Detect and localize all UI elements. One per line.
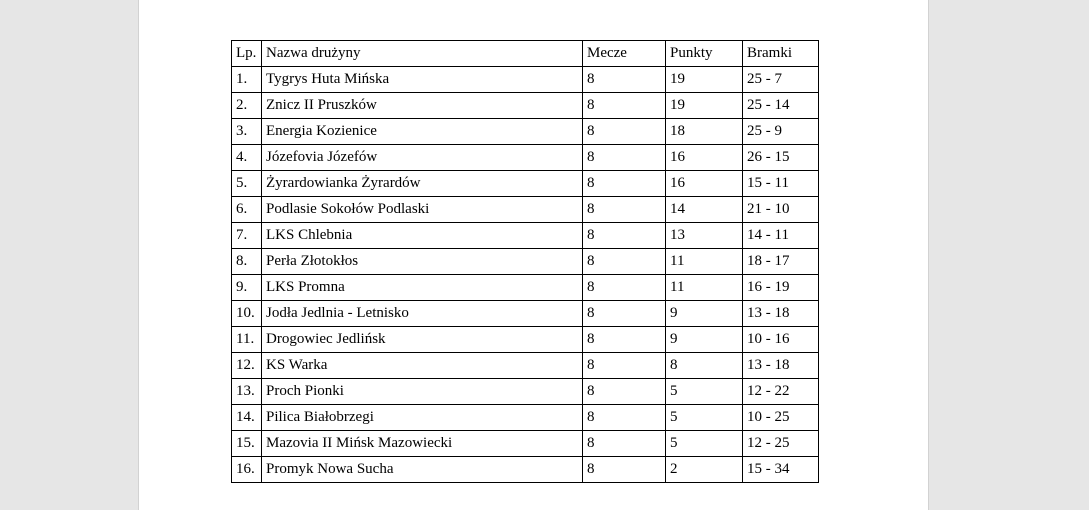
- cell-goals: 14 - 11: [743, 223, 819, 249]
- table-row: [232, 171, 819, 197]
- cell-team-name: Jodła Jedlnia - Letnisko: [262, 301, 583, 327]
- table-row: [232, 145, 819, 171]
- document-page: [138, 0, 929, 510]
- cell-team-name: Pilica Białobrzegi: [262, 405, 583, 431]
- cell-matches: 8: [583, 119, 666, 145]
- cell-goals: 10 - 16: [743, 327, 819, 353]
- cell-goals: 12 - 25: [743, 431, 819, 457]
- table-row: [232, 379, 819, 405]
- cell-matches: 8: [583, 457, 666, 483]
- cell-matches: 8: [583, 275, 666, 301]
- cell-lp: 11.: [232, 327, 262, 353]
- cell-goals: 25 - 7: [743, 67, 819, 93]
- cell-points: 11: [666, 275, 743, 301]
- cell-team-name: Podlasie Sokołów Podlaski: [262, 197, 583, 223]
- cell-team-name: Drogowiec Jedlińsk: [262, 327, 583, 353]
- cell-goals: 15 - 34: [743, 457, 819, 483]
- cell-goals: 26 - 15: [743, 145, 819, 171]
- cell-lp: 4.: [232, 145, 262, 171]
- cell-matches: 8: [583, 379, 666, 405]
- cell-lp: 10.: [232, 301, 262, 327]
- cell-team-name: LKS Chlebnia: [262, 223, 583, 249]
- cell-matches: 8: [583, 93, 666, 119]
- cell-matches: 8: [583, 405, 666, 431]
- table-row: [232, 223, 819, 249]
- cell-goals: 25 - 14: [743, 93, 819, 119]
- cell-goals: 13 - 18: [743, 301, 819, 327]
- cell-points: 19: [666, 93, 743, 119]
- cell-team-name: Energia Kozienice: [262, 119, 583, 145]
- cell-lp: 8.: [232, 249, 262, 275]
- cell-goals: 18 - 17: [743, 249, 819, 275]
- cell-matches: 8: [583, 249, 666, 275]
- cell-team-name: Żyrardowianka Żyrardów: [262, 171, 583, 197]
- cell-points: 19: [666, 67, 743, 93]
- cell-points: 13: [666, 223, 743, 249]
- table-header-row: [232, 41, 819, 67]
- cell-lp: 1.: [232, 67, 262, 93]
- table-row: [232, 197, 819, 223]
- table-body: [232, 67, 819, 483]
- header-goals: Bramki: [743, 41, 819, 67]
- cell-matches: 8: [583, 223, 666, 249]
- cell-team-name: Tygrys Huta Mińska: [262, 67, 583, 93]
- cell-lp: 3.: [232, 119, 262, 145]
- table-row: [232, 249, 819, 275]
- cell-goals: 21 - 10: [743, 197, 819, 223]
- header-lp: Lp.: [232, 41, 262, 67]
- table-row: [232, 67, 819, 93]
- cell-goals: 13 - 18: [743, 353, 819, 379]
- table-row: [232, 119, 819, 145]
- table-row: [232, 327, 819, 353]
- cell-team-name: Promyk Nowa Sucha: [262, 457, 583, 483]
- cell-matches: 8: [583, 145, 666, 171]
- cell-points: 5: [666, 379, 743, 405]
- cell-matches: 8: [583, 353, 666, 379]
- cell-team-name: KS Warka: [262, 353, 583, 379]
- table-row: [232, 353, 819, 379]
- table-row: [232, 405, 819, 431]
- cell-lp: 9.: [232, 275, 262, 301]
- cell-goals: 25 - 9: [743, 119, 819, 145]
- cell-lp: 13.: [232, 379, 262, 405]
- cell-matches: 8: [583, 171, 666, 197]
- cell-goals: 16 - 19: [743, 275, 819, 301]
- cell-lp: 5.: [232, 171, 262, 197]
- cell-goals: 15 - 11: [743, 171, 819, 197]
- cell-lp: 15.: [232, 431, 262, 457]
- cell-team-name: Perła Złotokłos: [262, 249, 583, 275]
- cell-matches: 8: [583, 67, 666, 93]
- table-row: [232, 457, 819, 483]
- cell-points: 14: [666, 197, 743, 223]
- cell-points: 9: [666, 301, 743, 327]
- cell-lp: 16.: [232, 457, 262, 483]
- cell-team-name: Józefovia Józefów: [262, 145, 583, 171]
- cell-points: 8: [666, 353, 743, 379]
- cell-lp: 2.: [232, 93, 262, 119]
- standings-table: [231, 40, 819, 483]
- cell-points: 2: [666, 457, 743, 483]
- header-team-name: Nazwa drużyny: [262, 41, 583, 67]
- cell-matches: 8: [583, 301, 666, 327]
- cell-points: 5: [666, 431, 743, 457]
- table-row: [232, 431, 819, 457]
- cell-points: 11: [666, 249, 743, 275]
- table-row: [232, 93, 819, 119]
- cell-team-name: Mazovia II Mińsk Mazowiecki: [262, 431, 583, 457]
- cell-matches: 8: [583, 431, 666, 457]
- cell-team-name: Proch Pionki: [262, 379, 583, 405]
- table-row: [232, 275, 819, 301]
- cell-points: 5: [666, 405, 743, 431]
- cell-points: 16: [666, 145, 743, 171]
- cell-goals: 10 - 25: [743, 405, 819, 431]
- cell-points: 18: [666, 119, 743, 145]
- cell-matches: 8: [583, 197, 666, 223]
- cell-points: 9: [666, 327, 743, 353]
- table-row: [232, 301, 819, 327]
- cell-team-name: LKS Promna: [262, 275, 583, 301]
- cell-lp: 6.: [232, 197, 262, 223]
- cell-goals: 12 - 22: [743, 379, 819, 405]
- header-matches: Mecze: [583, 41, 666, 67]
- cell-points: 16: [666, 171, 743, 197]
- cell-lp: 7.: [232, 223, 262, 249]
- cell-lp: 12.: [232, 353, 262, 379]
- cell-matches: 8: [583, 327, 666, 353]
- cell-team-name: Znicz II Pruszków: [262, 93, 583, 119]
- header-points: Punkty: [666, 41, 743, 67]
- cell-lp: 14.: [232, 405, 262, 431]
